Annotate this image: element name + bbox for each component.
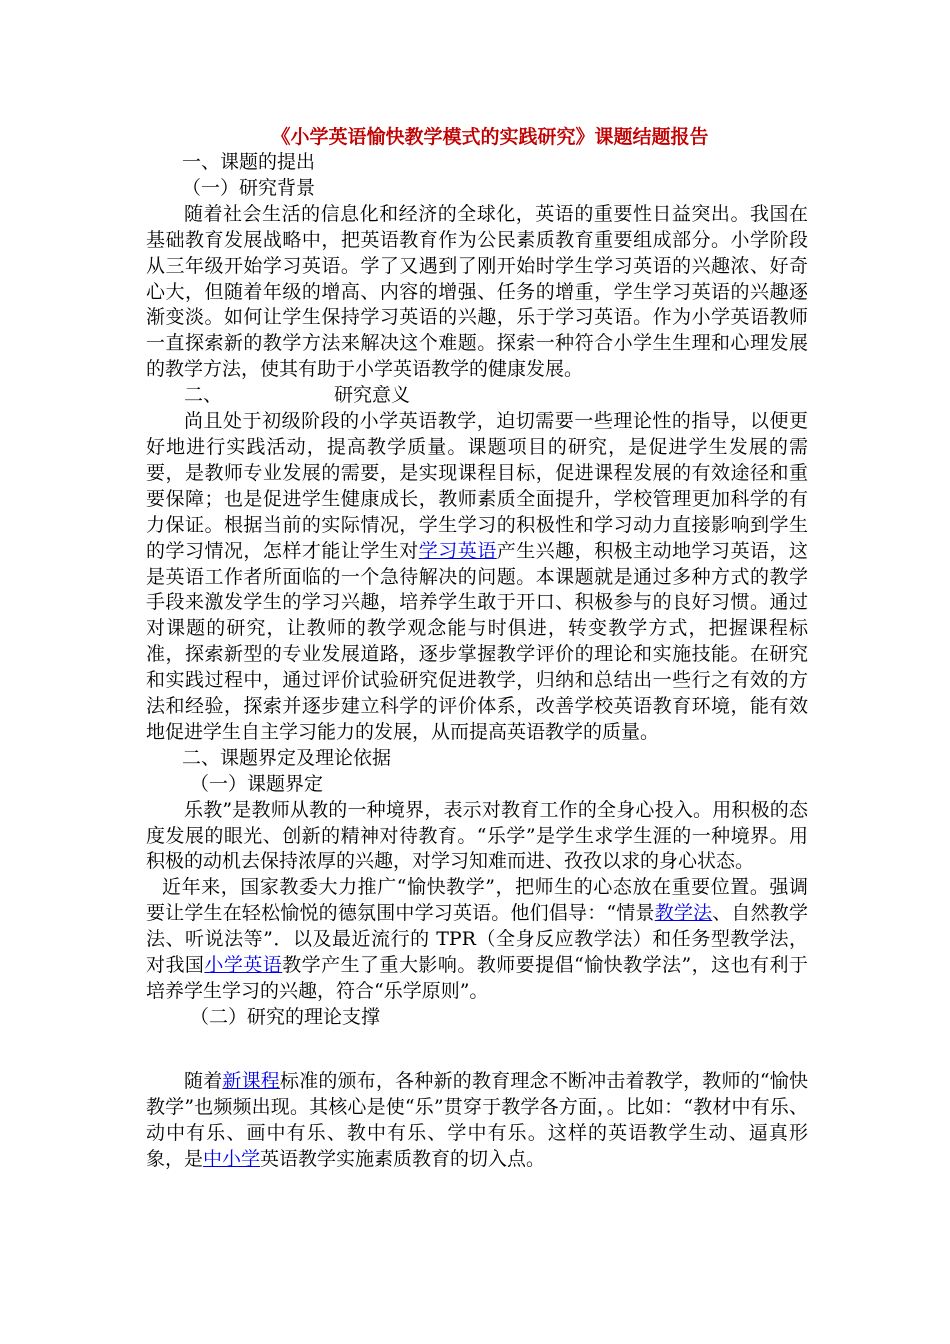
section-heading-1: 一、课题的提出	[182, 151, 316, 173]
subsection-number: 二、	[184, 384, 223, 407]
document-body	[146, 150, 808, 1172]
document-title: 《小学英语愉快教学模式的实践研究》课题结题报告	[271, 126, 709, 148]
subsection-heading-theory: （二）研究的理论支撑	[190, 1005, 381, 1028]
link-teaching-method[interactable]: 教学法	[654, 902, 713, 925]
link-primary-secondary[interactable]: 中小学	[203, 1147, 261, 1170]
section-heading-2: 二、课题界定及理论依据	[182, 746, 392, 769]
link-primary-english[interactable]: 小学英语	[204, 954, 283, 977]
subsection-heading-significance	[146, 383, 808, 409]
blank-line	[146, 1031, 808, 1069]
paragraph-background: 随着社会生活的信息化和经济的全球化，英语的重要性日益突出。我国在基础教育发展战略中，把英语教育作为公民素质教育重要组成部分。小学阶段从三年级开始学习英语。学了又遇到了刚开始时学生学习英语的兴趣浓、好奇心大，但随着年级的增高、内容的增强、任务的增重，学生学习英语的兴趣逐渐变淡。如何让学生保持学习英语的兴趣，乐于学习英语。作为小学英语教师一直探索新的教学方法来解决这个难题。探索一种符合小学生生理和心理发展的教学方法，使其有助于小学英语教学的健康发展。	[146, 202, 808, 381]
subsection-heading-background: （一）研究背景	[182, 176, 316, 199]
subsection-title: 研究意义	[334, 384, 411, 407]
link-learn-english[interactable]: 学习英语	[418, 539, 497, 562]
paragraph-theory: 随着新课程标准的颁布，各种新的教育理念不断冲击着教学，教师的“愉快教学”也频频出现。其核心是使“乐”贯穿于教学各方面，。比如：“教材中有乐、动中有乐、画中有乐、教中有乐、学中有乐。这样的英语教学生动、逼真形象，是中小学英语教学实施素质教育的切入点。	[146, 1069, 808, 1170]
paragraph-definition: 乐教”是教师从教的一种境界，表示对教育工作的全身心投入。用积极的态度发展的眼光、创新的精神对待教育。“乐学”是学生求学生涯的一种境界。用积极的动机去保持浓厚的兴趣，对学习知难而进、孜孜以求的身心状态。	[146, 798, 808, 873]
paragraph-significance: 尚且处于初级阶段的小学英语教学，迫切需要一些理论性的指导，以便更好地进行实践活动，提高教学质量。课题项目的研究，是促进学生发展的需要，是教师专业发展的需要，是实现课程目标，促进课程发展的有效途径和重要保障；也是促进学生健康成长，教师素质全面提升，学校管理更加科学的有力保证。根据当前的实际情况，学生学习的积极性和学习动力直接影响到学生的学习情况，怎样才能让学生对学习英语产生兴趣，积极主动地学习英语，这是英语工作者所面临的一个急待解决的问题。本课题就是通过多种方式的教学手段来激发学生的学习兴趣，培养学生敢于开口、积极参与的良好习惯。通过对课题的研究，让教师的教学观念能与时俱进，转变教学方式，把握课程标准，探索新型的专业发展道路，逐步掌握教学评价的理论和实施技能。在研究和实践过程中，通过评价试验研究促进教学，归纳和总结出一些行之有效的方法和经验，探索并逐步建立科学的评价体系，改善学校英语教育环境，能有效地促进学生自主学习能力的发展，从而提高英语教学的质量。	[146, 410, 808, 743]
subsection-heading-definition: （一）课题界定	[190, 772, 324, 795]
paragraph-recent-years: 近年来，国家教委大力推广“愉快教学”，把师生的心态放在重要位置。强调要让学生在轻松愉悦的德氛围中学习英语。他们倡导：“情景教学法、自然教学法、听说法等”．以及最近流行的 TPR（全身反应教学法）和任务型教学法，对我国小学英语教学产生了重大影响。教师要提倡“愉快教学法”，这也有利于培养学生学习的兴趣，符合“乐学原则”。	[146, 876, 808, 1002]
link-new-curriculum[interactable]: 新课程	[222, 1069, 280, 1092]
